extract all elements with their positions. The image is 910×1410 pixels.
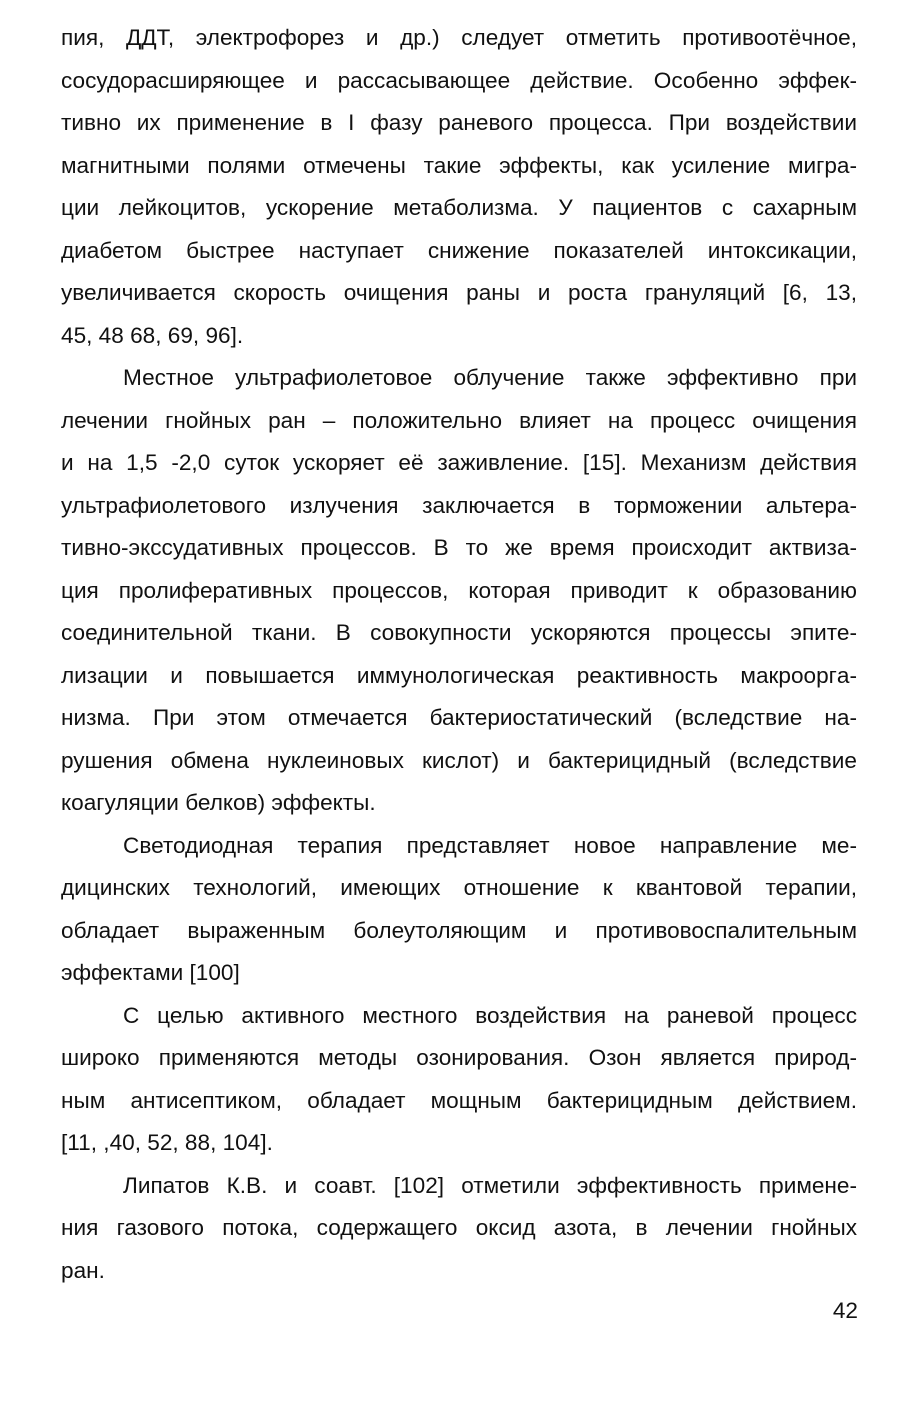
- body-text: [61, 17, 857, 1292]
- text-line: магнитными полями отмечены такие эффекты, как усиление мигра-: [61, 152, 857, 178]
- text-line: ния газового потока, содержащего оксид азота, в лечении гнойных: [61, 1215, 857, 1240]
- text-line: диабетом быстрее наступает снижение показателей интоксикации,: [61, 237, 857, 263]
- text-line: ция пролиферативных процессов, которая приводит к образованию: [61, 577, 857, 603]
- text-line: коагуляции белков) эффекты.: [61, 790, 376, 815]
- text-line: пия, ДДТ, электрофорез и др.) следует отметить противоотёчное,: [61, 25, 857, 50]
- text-line: ции лейкоцитов, ускорение метаболизма. У пациентов с сахарным: [61, 195, 857, 220]
- text-line: С целью активного местного воздействия на раневой процесс: [123, 1002, 857, 1028]
- text-line: лечении гнойных ран – положительно влияет на процесс очищения: [61, 407, 857, 433]
- text-line: низма. При этом отмечается бактериостатический (вследствие на-: [61, 705, 857, 730]
- text-line: ран.: [61, 1257, 105, 1283]
- text-line: [11, ,40, 52, 88, 104].: [61, 1130, 273, 1155]
- text-line: тивно их применение в I фазу раневого процесса. При воздействии: [61, 110, 857, 135]
- text-line: обладает выраженным болеутоляющим и противовоспалительным: [61, 917, 857, 943]
- text-line: ультрафиолетового излучения заключается в торможении альтера-: [61, 492, 857, 518]
- paragraph-led-therapy: [61, 825, 857, 995]
- text-line: тивно-экссудативных процессов. В то же время происходит актвиза-: [61, 535, 857, 560]
- paragraph-physiotherapy-effects: [61, 17, 857, 357]
- text-line: 45, 48 68, 69, 96].: [61, 322, 244, 348]
- text-line: Местное ультрафиолетовое облучение также эффективно при: [123, 365, 857, 390]
- text-line: увеличивается скорость очищения раны и роста грануляций [6, 13,: [61, 280, 857, 305]
- text-line: и на 1,5 -2,0 суток ускоряет её заживление. [15]. Механизм действия: [61, 450, 857, 475]
- text-line: эффектами [100]: [61, 960, 240, 985]
- paragraph-ultraviolet: [61, 357, 857, 825]
- text-line: ным антисептиком, обладает мощным бактерицидным действием.: [61, 1087, 857, 1113]
- text-line: Липатов К.В. и соавт. [102] отметили эффективность примене-: [123, 1172, 857, 1198]
- text-line: рушения обмена нуклеиновых кислот) и бактерицидный (вследствие: [61, 747, 857, 773]
- text-line: соединительной ткани. В совокупности ускоряются процессы эпите-: [61, 620, 857, 645]
- text-line: сосудорасширяющее и рассасывающее действие. Особенно эффек-: [61, 67, 857, 93]
- text-line: дицинских технологий, имеющих отношение к квантовой терапии,: [61, 875, 857, 900]
- text-line: лизации и повышается иммунологическая реактивность макрооргa-: [61, 662, 857, 688]
- text-line: Светодиодная терапия представляет новое направление ме-: [123, 832, 857, 858]
- page-number: 42: [832, 1298, 858, 1323]
- paragraph-ozonation: [61, 995, 857, 1165]
- text-line: широко применяются методы озонирования. Озон является природ-: [61, 1045, 857, 1070]
- paragraph-nitric-oxide: [61, 1165, 857, 1293]
